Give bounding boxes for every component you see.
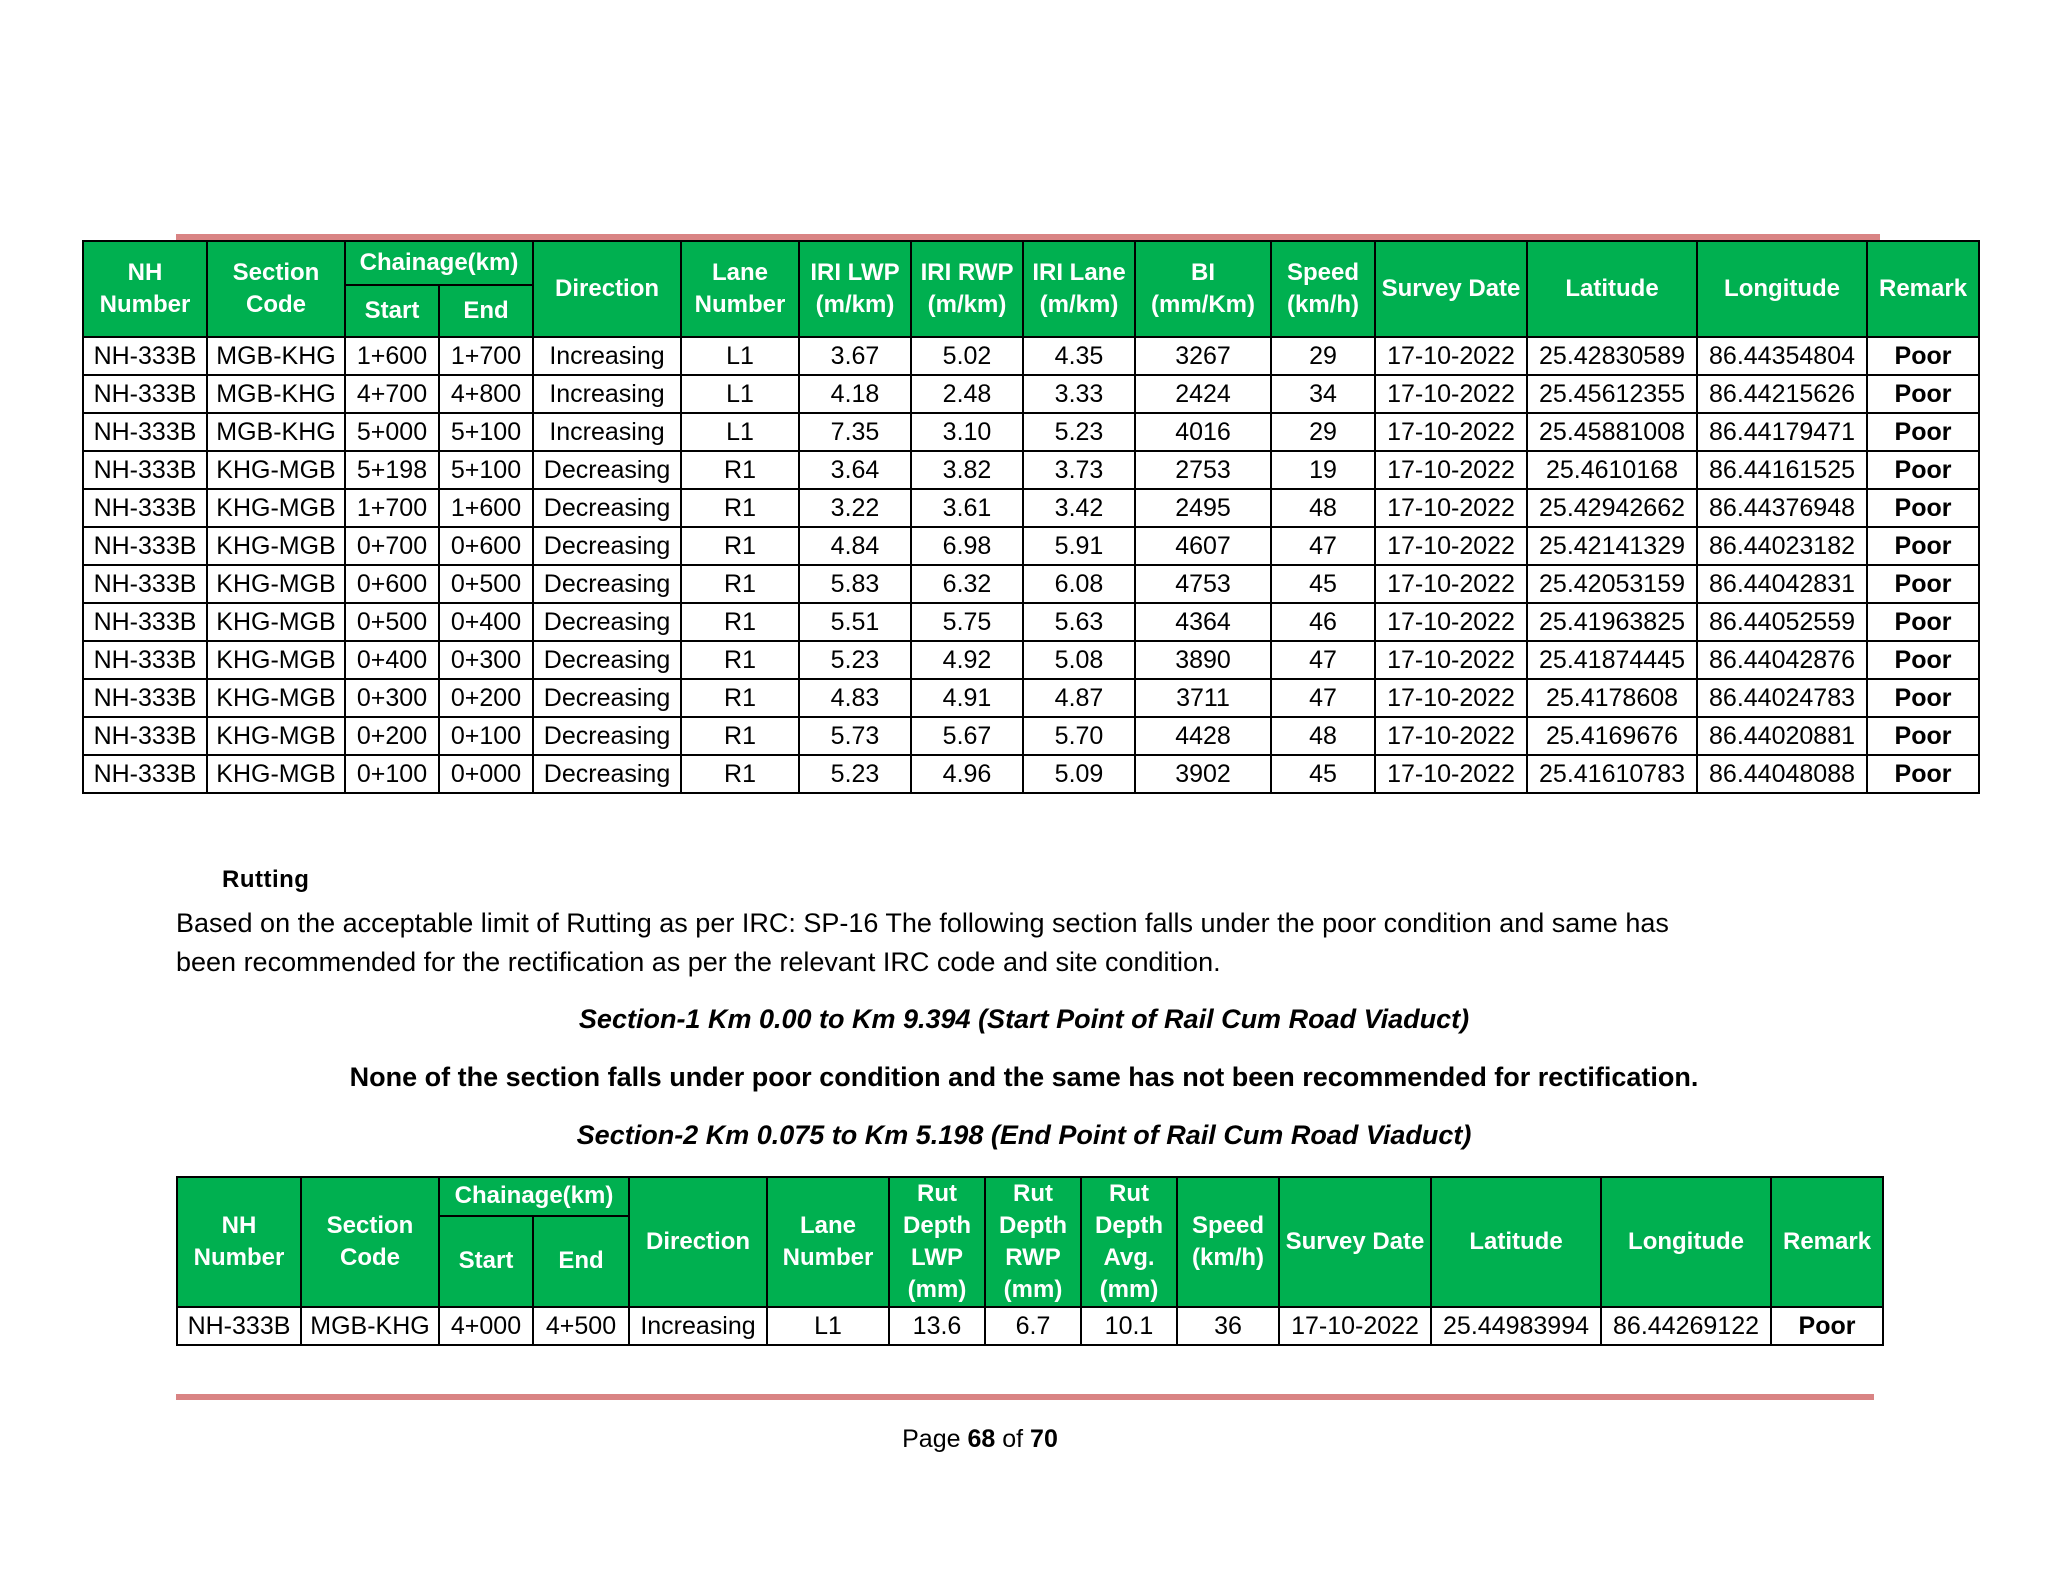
rut-table-cell: MGB-KHG <box>301 1307 439 1345</box>
iri-table-cell: Decreasing <box>533 451 681 489</box>
iri-table-cell: R1 <box>681 679 799 717</box>
iri-table-cell: 5.75 <box>911 603 1023 641</box>
iri-table-cell: 34 <box>1271 375 1375 413</box>
iri-table-cell: 19 <box>1271 451 1375 489</box>
iri-table-cell: 25.4169676 <box>1527 717 1697 755</box>
iri-table-cell: Poor <box>1867 717 1979 755</box>
iri-table-cell: 5.51 <box>799 603 911 641</box>
rut-table-cell: 13.6 <box>889 1307 985 1345</box>
iri-table-cell: 5+198 <box>345 451 439 489</box>
iri-table-cell: 0+600 <box>439 527 533 565</box>
iri-table-cell: 5.73 <box>799 717 911 755</box>
iri-table-cell: Poor <box>1867 375 1979 413</box>
iri-table-cell: Decreasing <box>533 489 681 527</box>
rutting-heading: Rutting <box>222 866 310 893</box>
iri-table-cell: 25.41874445 <box>1527 641 1697 679</box>
iri-table-cell: 3711 <box>1135 679 1271 717</box>
iri-table-cell: 25.41610783 <box>1527 755 1697 793</box>
section1-title: Section-1 Km 0.00 to Km 9.394 (Start Point of Rail Cum Road Viaduct) <box>578 1004 1470 1034</box>
iri-table-cell: 5.63 <box>1023 603 1135 641</box>
footer-of: of <box>1002 1425 1024 1453</box>
iri-table-cell: 17-10-2022 <box>1375 527 1527 565</box>
iri-table-cell: NH-333B <box>83 641 207 679</box>
iri-table-cell: NH-333B <box>83 603 207 641</box>
iri-table-row <box>83 337 1979 375</box>
rut-header-direction: Direction <box>629 1177 767 1307</box>
header-chainage: Chainage(km) <box>345 241 533 285</box>
iri-table-cell: NH-333B <box>83 337 207 375</box>
rut-table-cell: Poor <box>1771 1307 1883 1345</box>
rut-table-cell: 25.44983994 <box>1431 1307 1601 1345</box>
iri-table-cell: 3.42 <box>1023 489 1135 527</box>
iri-table-cell: 86.44179471 <box>1697 413 1867 451</box>
header-speed: Speed (km/h) <box>1271 241 1375 337</box>
iri-table-cell: 3.61 <box>911 489 1023 527</box>
iri-table-cell: Poor <box>1867 489 1979 527</box>
iri-table-cell: 86.44052559 <box>1697 603 1867 641</box>
iri-table <box>82 240 1980 794</box>
rut-header-lane-number: Lane Number <box>767 1177 889 1307</box>
iri-table-cell: 4+700 <box>345 375 439 413</box>
iri-table-cell: Increasing <box>533 375 681 413</box>
rut-table-cell: 86.44269122 <box>1601 1307 1771 1345</box>
iri-table-cell: Decreasing <box>533 755 681 793</box>
iri-table-cell: R1 <box>681 565 799 603</box>
iri-table-cell: 5.91 <box>1023 527 1135 565</box>
iri-table-cell: Poor <box>1867 527 1979 565</box>
iri-table-cell: 86.44161525 <box>1697 451 1867 489</box>
iri-table-cell: 6.08 <box>1023 565 1135 603</box>
header-survey-date: Survey Date <box>1375 241 1527 337</box>
rut-table <box>176 1176 1884 1346</box>
iri-table-cell: 0+600 <box>345 565 439 603</box>
iri-table-cell: 5.02 <box>911 337 1023 375</box>
iri-table-cell: 86.44215626 <box>1697 375 1867 413</box>
iri-table-cell: 0+500 <box>439 565 533 603</box>
iri-table-cell: KHG-MGB <box>207 451 345 489</box>
iri-table-cell: 6.32 <box>911 565 1023 603</box>
iri-table-body <box>83 337 1979 793</box>
header-lane-number: Lane Number <box>681 241 799 337</box>
iri-table-cell: 47 <box>1271 641 1375 679</box>
iri-table-cell: 0+200 <box>345 717 439 755</box>
rut-header-longitude: Longitude <box>1601 1177 1771 1307</box>
iri-table-cell: 5.23 <box>799 641 911 679</box>
iri-table-cell: 5.67 <box>911 717 1023 755</box>
iri-table-row <box>83 755 1979 793</box>
iri-table-cell: 48 <box>1271 489 1375 527</box>
iri-table-cell: 17-10-2022 <box>1375 717 1527 755</box>
bottom-divider <box>176 1394 1874 1400</box>
iri-table-cell: KHG-MGB <box>207 679 345 717</box>
header-longitude: Longitude <box>1697 241 1867 337</box>
iri-table-row <box>83 717 1979 755</box>
iri-table-cell: Increasing <box>533 413 681 451</box>
iri-table-cell: 86.44376948 <box>1697 489 1867 527</box>
iri-table-cell: 0+300 <box>345 679 439 717</box>
iri-table-cell: 17-10-2022 <box>1375 375 1527 413</box>
iri-table-cell: 0+700 <box>345 527 439 565</box>
iri-table-row <box>83 641 1979 679</box>
iri-table-cell: NH-333B <box>83 717 207 755</box>
iri-table-cell: 25.42830589 <box>1527 337 1697 375</box>
iri-table-cell: 3.73 <box>1023 451 1135 489</box>
rut-table-cell: NH-333B <box>177 1307 301 1345</box>
iri-table-cell: 17-10-2022 <box>1375 489 1527 527</box>
iri-table-cell: 3.33 <box>1023 375 1135 413</box>
iri-table-cell: L1 <box>681 413 799 451</box>
iri-table-cell: 25.42942662 <box>1527 489 1697 527</box>
iri-table-cell: 17-10-2022 <box>1375 337 1527 375</box>
iri-table-cell: 4+800 <box>439 375 533 413</box>
rut-header-start: Start <box>439 1216 533 1307</box>
header-latitude: Latitude <box>1527 241 1697 337</box>
rut-header-nh-number: NH Number <box>177 1177 301 1307</box>
iri-table-cell: 5+100 <box>439 451 533 489</box>
iri-table-cell: 4364 <box>1135 603 1271 641</box>
iri-table-cell: 25.4610168 <box>1527 451 1697 489</box>
iri-table-cell: 0+100 <box>439 717 533 755</box>
rut-header-rut-rwp: Rut Depth RWP (mm) <box>985 1177 1081 1307</box>
iri-table-cell: L1 <box>681 337 799 375</box>
rut-header-survey-date: Survey Date <box>1279 1177 1431 1307</box>
iri-table-cell: 5.83 <box>799 565 911 603</box>
iri-table-cell: 25.42053159 <box>1527 565 1697 603</box>
iri-table-cell: KHG-MGB <box>207 641 345 679</box>
iri-table-row <box>83 413 1979 451</box>
iri-table-cell: Poor <box>1867 565 1979 603</box>
iri-table-cell: 0+000 <box>439 755 533 793</box>
iri-table-cell: KHG-MGB <box>207 717 345 755</box>
iri-table-cell: 86.44023182 <box>1697 527 1867 565</box>
rut-table-cell: L1 <box>767 1307 889 1345</box>
iri-table-cell: 1+600 <box>345 337 439 375</box>
iri-table-cell: 86.44048088 <box>1697 755 1867 793</box>
iri-table-cell: 47 <box>1271 679 1375 717</box>
iri-table-cell: NH-333B <box>83 527 207 565</box>
rut-header-rut-avg: Rut Depth Avg. (mm) <box>1081 1177 1177 1307</box>
iri-table-cell: 3902 <box>1135 755 1271 793</box>
iri-table-row <box>83 603 1979 641</box>
header-iri-lwp: IRI LWP (m/km) <box>799 241 911 337</box>
iri-table-cell: R1 <box>681 527 799 565</box>
header-nh-number: NH Number <box>83 241 207 337</box>
iri-table-cell: 4607 <box>1135 527 1271 565</box>
header-direction: Direction <box>533 241 681 337</box>
iri-table-cell: 0+400 <box>345 641 439 679</box>
iri-table-cell: R1 <box>681 641 799 679</box>
header-iri-lane: IRI Lane (m/km) <box>1023 241 1135 337</box>
iri-table-row <box>83 527 1979 565</box>
iri-table-cell: 86.44354804 <box>1697 337 1867 375</box>
iri-table-cell: 3.64 <box>799 451 911 489</box>
iri-table-cell: 86.44042831 <box>1697 565 1867 603</box>
page-footer <box>0 1425 1960 1454</box>
iri-table-cell: 47 <box>1271 527 1375 565</box>
iri-table-cell: Decreasing <box>533 527 681 565</box>
iri-table-cell: 2495 <box>1135 489 1271 527</box>
iri-table-cell: 46 <box>1271 603 1375 641</box>
header-iri-rwp: IRI RWP (m/km) <box>911 241 1023 337</box>
rut-table-cell: Increasing <box>629 1307 767 1345</box>
rut-header-remark: Remark <box>1771 1177 1883 1307</box>
iri-table-cell: 5.23 <box>1023 413 1135 451</box>
header-bi: BI (mm/Km) <box>1135 241 1271 337</box>
iri-table-row <box>83 489 1979 527</box>
iri-table-cell: 0+500 <box>345 603 439 641</box>
rut-header-chainage: Chainage(km) <box>439 1177 629 1216</box>
iri-table-cell: 3267 <box>1135 337 1271 375</box>
iri-table-cell: 17-10-2022 <box>1375 413 1527 451</box>
iri-table-cell: 25.41963825 <box>1527 603 1697 641</box>
iri-table-cell: Decreasing <box>533 603 681 641</box>
iri-table-cell: Poor <box>1867 603 1979 641</box>
iri-table-cell: 3890 <box>1135 641 1271 679</box>
iri-table-cell: 25.42141329 <box>1527 527 1697 565</box>
iri-table-cell: 48 <box>1271 717 1375 755</box>
iri-table-cell: 45 <box>1271 755 1375 793</box>
iri-table-cell: 17-10-2022 <box>1375 679 1527 717</box>
iri-table-cell: Decreasing <box>533 565 681 603</box>
iri-table-cell: 4.91 <box>911 679 1023 717</box>
rut-table-cell: 36 <box>1177 1307 1279 1345</box>
iri-table-cell: 25.45612355 <box>1527 375 1697 413</box>
iri-table-cell: MGB-KHG <box>207 337 345 375</box>
iri-table-cell: NH-333B <box>83 451 207 489</box>
iri-table-cell: 7.35 <box>799 413 911 451</box>
iri-table-cell: 29 <box>1271 337 1375 375</box>
iri-table-cell: 86.44024783 <box>1697 679 1867 717</box>
iri-table-cell: Poor <box>1867 413 1979 451</box>
iri-table-cell: 17-10-2022 <box>1375 755 1527 793</box>
rut-header-speed: Speed (km/h) <box>1177 1177 1279 1307</box>
iri-table-cell: 25.45881008 <box>1527 413 1697 451</box>
iri-table-cell: 2.48 <box>911 375 1023 413</box>
iri-table-cell: Poor <box>1867 641 1979 679</box>
header-section-code: Section Code <box>207 241 345 337</box>
iri-table-cell: 4.18 <box>799 375 911 413</box>
iri-table-cell: 5.70 <box>1023 717 1135 755</box>
iri-table-cell: R1 <box>681 451 799 489</box>
rut-table-cell: 4+500 <box>533 1307 629 1345</box>
iri-table-cell: NH-333B <box>83 755 207 793</box>
rut-header-latitude: Latitude <box>1431 1177 1601 1307</box>
iri-table-row <box>83 565 1979 603</box>
iri-table-cell: 3.67 <box>799 337 911 375</box>
iri-table-cell: 4428 <box>1135 717 1271 755</box>
iri-table-cell: R1 <box>681 717 799 755</box>
iri-table-cell: 86.44020881 <box>1697 717 1867 755</box>
iri-table-cell: Increasing <box>533 337 681 375</box>
iri-table-cell: 1+600 <box>439 489 533 527</box>
iri-table-cell: R1 <box>681 603 799 641</box>
iri-table-cell: 25.4178608 <box>1527 679 1697 717</box>
header-end: End <box>439 285 533 337</box>
iri-table-cell: 1+700 <box>439 337 533 375</box>
iri-table-cell: 4.96 <box>911 755 1023 793</box>
rut-header-rut-lwp: Rut Depth LWP (mm) <box>889 1177 985 1307</box>
iri-table-cell: 5.23 <box>799 755 911 793</box>
iri-table-cell: 4.35 <box>1023 337 1135 375</box>
iri-table-cell: Poor <box>1867 451 1979 489</box>
iri-table-cell: Poor <box>1867 755 1979 793</box>
iri-table-cell: 17-10-2022 <box>1375 641 1527 679</box>
iri-table-cell: NH-333B <box>83 413 207 451</box>
iri-table-cell: 4.84 <box>799 527 911 565</box>
header-start: Start <box>345 285 439 337</box>
iri-table-cell: 5+000 <box>345 413 439 451</box>
rut-table-body <box>177 1307 1883 1345</box>
iri-table-cell: 0+400 <box>439 603 533 641</box>
iri-table-cell: Decreasing <box>533 641 681 679</box>
iri-table-cell: 3.10 <box>911 413 1023 451</box>
rutting-paragraph: Based on the acceptable limit of Rutting as per IRC: SP-16 The following section falls under the poor condition and same has been recommended for the rectification as per the relevant IRC code and site condition. <box>176 908 1669 977</box>
iri-table-row <box>83 679 1979 717</box>
iri-table-cell: 0+100 <box>345 755 439 793</box>
iri-table-cell: KHG-MGB <box>207 603 345 641</box>
iri-table-cell: R1 <box>681 489 799 527</box>
iri-table-cell: 4.83 <box>799 679 911 717</box>
iri-table-cell: 5+100 <box>439 413 533 451</box>
header-remark: Remark <box>1867 241 1979 337</box>
iri-table-row <box>83 375 1979 413</box>
iri-table-cell: MGB-KHG <box>207 413 345 451</box>
iri-table-cell: R1 <box>681 755 799 793</box>
footer-current-page: 68 <box>967 1425 996 1453</box>
iri-table-cell: KHG-MGB <box>207 755 345 793</box>
iri-table-cell: Poor <box>1867 679 1979 717</box>
iri-table-cell: 17-10-2022 <box>1375 565 1527 603</box>
iri-table-cell: 2424 <box>1135 375 1271 413</box>
iri-table-cell: 29 <box>1271 413 1375 451</box>
iri-table-cell: 17-10-2022 <box>1375 603 1527 641</box>
iri-table-cell: Decreasing <box>533 679 681 717</box>
rut-table-cell: 10.1 <box>1081 1307 1177 1345</box>
rut-table-cell: 4+000 <box>439 1307 533 1345</box>
iri-table-cell: 45 <box>1271 565 1375 603</box>
rut-table-cell: 17-10-2022 <box>1279 1307 1431 1345</box>
section1-note: None of the section falls under poor condition and the same has not been recommended for rectification. <box>349 1062 1699 1092</box>
iri-table-cell: 3.22 <box>799 489 911 527</box>
footer-total-pages: 70 <box>1030 1425 1058 1453</box>
footer-prefix: Page <box>902 1425 961 1453</box>
iri-table-cell: 0+300 <box>439 641 533 679</box>
iri-table-cell: MGB-KHG <box>207 375 345 413</box>
iri-table-cell: 17-10-2022 <box>1375 451 1527 489</box>
iri-table-cell: 4.92 <box>911 641 1023 679</box>
iri-table-row <box>83 451 1979 489</box>
rut-table-row <box>177 1307 1883 1345</box>
iri-table-cell: NH-333B <box>83 565 207 603</box>
iri-table-cell: 4016 <box>1135 413 1271 451</box>
iri-table-cell: L1 <box>681 375 799 413</box>
iri-table-cell: NH-333B <box>83 375 207 413</box>
iri-table-cell: 86.44042876 <box>1697 641 1867 679</box>
iri-table-cell: 5.09 <box>1023 755 1135 793</box>
iri-table-cell: 4753 <box>1135 565 1271 603</box>
rut-header-end: End <box>533 1216 629 1307</box>
iri-table-cell: NH-333B <box>83 679 207 717</box>
iri-table-cell: NH-333B <box>83 489 207 527</box>
iri-table-cell: KHG-MGB <box>207 527 345 565</box>
rut-table-cell: 6.7 <box>985 1307 1081 1345</box>
iri-table-cell: Poor <box>1867 337 1979 375</box>
rut-header-section-code: Section Code <box>301 1177 439 1307</box>
iri-table-cell: KHG-MGB <box>207 565 345 603</box>
iri-table-cell: 6.98 <box>911 527 1023 565</box>
iri-table-cell: 5.08 <box>1023 641 1135 679</box>
iri-table-cell: 0+200 <box>439 679 533 717</box>
iri-table-cell: 4.87 <box>1023 679 1135 717</box>
iri-table-cell: 2753 <box>1135 451 1271 489</box>
iri-table-cell: 1+700 <box>345 489 439 527</box>
iri-table-cell: KHG-MGB <box>207 489 345 527</box>
section2-title: Section-2 Km 0.075 to Km 5.198 (End Point of Rail Cum Road Viaduct) <box>576 1120 1472 1150</box>
iri-table-cell: 3.82 <box>911 451 1023 489</box>
iri-table-cell: Decreasing <box>533 717 681 755</box>
